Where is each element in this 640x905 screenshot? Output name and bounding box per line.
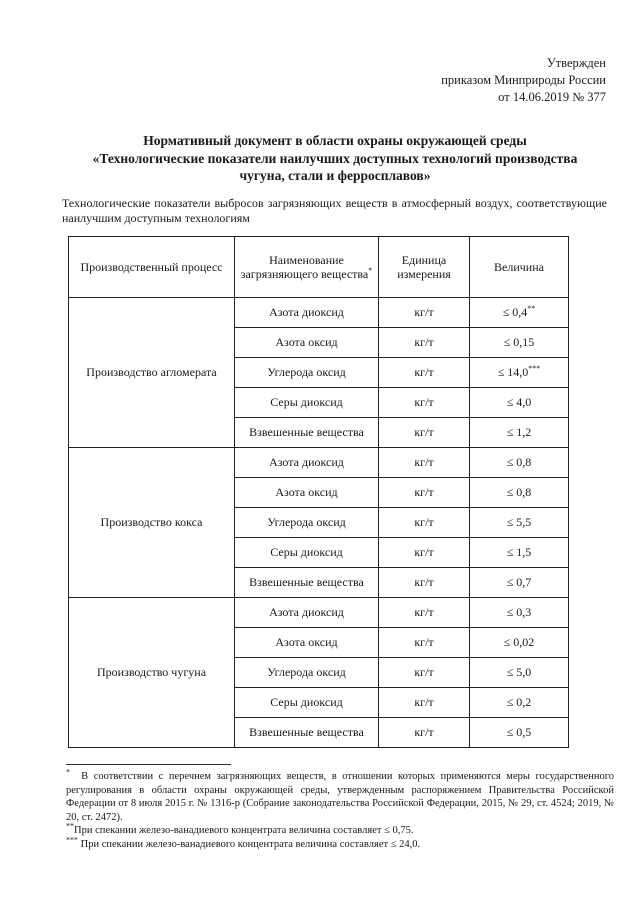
substance-cell: Серы диоксид <box>235 388 379 418</box>
value-text: ≤ 1,2 <box>506 425 532 439</box>
substance-cell: Углерода оксид <box>235 358 379 388</box>
process-cell: Производство кокса <box>69 448 235 598</box>
footnote-mark: * <box>66 767 70 777</box>
unit-cell: кг/т <box>379 298 470 328</box>
footnotes <box>66 767 615 851</box>
value-text: ≤ 14,0 <box>497 365 529 379</box>
value-cell <box>470 538 569 568</box>
table-header-row <box>69 237 569 298</box>
unit-cell: кг/т <box>379 508 470 538</box>
document-title <box>50 132 620 185</box>
footnote-1: * В соответствии с перечнем загрязняющих веществ, в отношении которых применяются меры государственного регулирования в области охраны окружающей среды, утвержденным распоряжением Правительства Российской Федерации от 8 июля 2015 г. № 1316-р (Собрание законодательства Российской Федерации, 2015, № 29, ст. 4524; 2019, № 20, ст. 2472). <box>66 767 615 823</box>
unit-cell: кг/т <box>379 718 470 748</box>
value-cell <box>470 418 569 448</box>
substance-cell: Углерода оксид <box>235 508 379 538</box>
substance-cell: Азота диоксид <box>235 598 379 628</box>
value-cell <box>470 328 569 358</box>
unit-cell: кг/т <box>379 688 470 718</box>
table-row <box>69 598 569 628</box>
footnote-mark: *** <box>66 835 78 844</box>
unit-cell: кг/т <box>379 598 470 628</box>
footnote-mark: ** <box>66 821 74 831</box>
title-line: чугуна, стали и ферросплавов» <box>239 168 431 183</box>
value-cell <box>470 688 569 718</box>
value-cell <box>470 298 569 328</box>
value-cell <box>470 658 569 688</box>
unit-cell: кг/т <box>379 418 470 448</box>
unit-cell: кг/т <box>379 568 470 598</box>
value-cell <box>470 598 569 628</box>
unit-cell: кг/т <box>379 328 470 358</box>
process-cell: Производство чугуна <box>69 598 235 748</box>
value-cell <box>470 718 569 748</box>
value-cell <box>470 628 569 658</box>
value-text: ≤ 0,4 <box>502 305 528 319</box>
header-substance: Наименование загрязняющего вещества* <box>235 237 379 298</box>
approval-line: от 14.06.2019 № 377 <box>498 90 606 104</box>
unit-cell: кг/т <box>379 448 470 478</box>
value-text: ≤ 0,5 <box>506 725 532 739</box>
value-text: ≤ 5,0 <box>506 665 532 679</box>
value-text: ≤ 0,02 <box>503 635 535 649</box>
substance-cell: Серы диоксид <box>235 538 379 568</box>
value-text: ≤ 0,8 <box>506 455 532 469</box>
table-body <box>69 298 569 748</box>
footnote-2: **При спекании железо-ванадиевого концентрата величина составляет ≤ 0,75. <box>66 821 414 836</box>
footnote-divider <box>66 764 231 765</box>
value-cell <box>470 568 569 598</box>
header-value: Величина <box>470 237 569 298</box>
substance-cell: Взвешенные вещества <box>235 418 379 448</box>
unit-cell: кг/т <box>379 538 470 568</box>
table-row <box>69 448 569 478</box>
title-line: «Технологические показатели наилучших доступных технологий производства <box>92 150 578 166</box>
value-cell <box>470 448 569 478</box>
unit-cell: кг/т <box>379 478 470 508</box>
substance-cell: Азота диоксид <box>235 448 379 478</box>
footnote-mark: * <box>368 266 373 275</box>
value-text: ≤ 5,5 <box>506 515 532 529</box>
emissions-table <box>68 236 569 748</box>
substance-cell: Серы диоксид <box>235 688 379 718</box>
value-cell <box>470 358 569 388</box>
process-cell: Производство агломерата <box>69 298 235 448</box>
substance-cell: Азота оксид <box>235 478 379 508</box>
footnote-mark: ** <box>527 304 536 313</box>
value-text: ≤ 0,7 <box>506 575 532 589</box>
footnote-3: *** При спекании железо-ванадиевого концентрата величина составляет ≤ 24,0. <box>66 835 421 850</box>
value-text: ≤ 0,2 <box>506 695 532 709</box>
header-process: Производственный процесс <box>69 237 235 298</box>
approval-block <box>441 55 606 106</box>
approval-line: приказом Минприроды России <box>441 73 606 87</box>
title-line: Нормативный документ в области охраны окружающей среды <box>143 133 527 148</box>
value-cell <box>470 508 569 538</box>
unit-cell: кг/т <box>379 658 470 688</box>
substance-cell: Взвешенные вещества <box>235 718 379 748</box>
substance-cell: Взвешенные вещества <box>235 568 379 598</box>
table-row <box>69 298 569 328</box>
value-cell <box>470 478 569 508</box>
substance-cell: Азота диоксид <box>235 298 379 328</box>
value-text: ≤ 0,3 <box>506 605 532 619</box>
value-text: ≤ 0,8 <box>506 485 532 499</box>
substance-cell: Азота оксид <box>235 328 379 358</box>
value-text: ≤ 1,5 <box>506 545 532 559</box>
header-unit: Единица измерения <box>379 237 470 298</box>
substance-cell: Углерода оксид <box>235 658 379 688</box>
substance-cell: Азота оксид <box>235 628 379 658</box>
footnote-mark: *** <box>528 364 541 373</box>
approval-line: Утвержден <box>546 56 606 70</box>
intro-paragraph: Технологические показатели выбросов загрязняющих веществ в атмосферный воздух, соответствующие наилучшим доступным технологиям <box>62 196 607 225</box>
unit-cell: кг/т <box>379 358 470 388</box>
value-cell <box>470 388 569 418</box>
unit-cell: кг/т <box>379 388 470 418</box>
unit-cell: кг/т <box>379 628 470 658</box>
value-text: ≤ 4,0 <box>506 395 532 409</box>
value-text: ≤ 0,15 <box>503 335 535 349</box>
